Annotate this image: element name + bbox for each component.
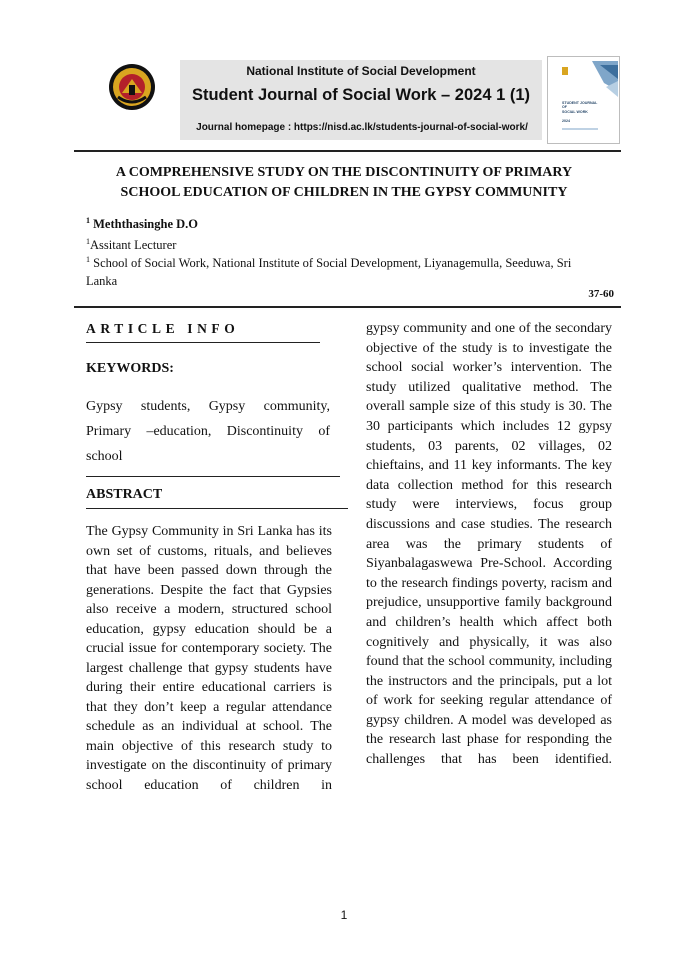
journal-cover-thumbnail [547, 56, 620, 144]
abstract-continuation: gypsy community and one of the secondary objective of the study is to investigate the school social worker’s intervention. The study utilized qualitative method. The overall sample size of this study is 30. The 30 participants which includes 12 gypsy students, 03 parents, 02 villages, 02 chieftains, and 11 key informants. The key data collection method for this research study were interviews, focus group discussions and case studies. The research area was the primary students of Siyanbalagaswewa Pre-School. According to the research findings poverty, racism and prejudice, unsupportive family background and children’s health which affect both cognitively and physically, it was also found that the school community, including the instructors and the principals, put a lot of work for seeking regular attendance of gypsy children. A model was developed as the research last phase for responding the challenges that has been identified. [366, 321, 612, 768]
cover-title-line: OF [562, 105, 567, 110]
paper-title-line: A COMPREHENSIVE STUDY ON THE DISCONTINUITY OF PRIMARY [115, 165, 573, 180]
affiliation-superscript: 1 [86, 255, 90, 264]
paper-title [80, 163, 608, 203]
paper-title-line: SCHOOL EDUCATION OF CHILDREN IN THE GYPSY COMMUNITY [120, 185, 568, 200]
page-range: 37-60 [588, 288, 614, 300]
affiliation-superscript: 1 [86, 237, 90, 246]
cover-title-line: STUDENT JOURNAL [562, 101, 598, 105]
keywords-text: Gypsy students, Gypsy community, Primary –education, Discontinuity of school [86, 399, 330, 464]
journal-title: Student Journal of Social Work – 2024 1 (1) [191, 86, 531, 104]
abstract-heading: ABSTRACT [86, 487, 163, 502]
affiliation-text: Assitant Lecturer [90, 238, 177, 253]
keywords-heading: KEYWORDS: [86, 361, 174, 376]
institute-name: National Institute of Social Development [246, 64, 476, 78]
abstract-underline [86, 508, 348, 509]
abstract-text: The Gypsy Community in Sri Lanka has its own set of customs, rituals, and believes that have been passed down through the generations. Despite the fact that Gypsies also receive a modern, structured school education, gypsy education should be a crucial issue for contemporary society. The largest challenge that gypsy students have during their entire educational carriers is that they don’t keep a regular attendance schedule as an individual at school. The main objective of this research study to investigate on the discontinuity of primary school education of children in [86, 524, 332, 793]
page-number: 1 [340, 908, 348, 922]
affiliation-institution [86, 251, 596, 290]
institute-logo [108, 63, 156, 111]
author-superscript: 1 [86, 216, 90, 225]
header-divider [74, 150, 621, 152]
keywords-divider [86, 476, 340, 477]
article-info-heading: ARTICLE INFO [86, 321, 240, 336]
cover-title-line: SOCIAL WORK [562, 109, 588, 114]
cover-year: 2024 [562, 119, 570, 123]
title-divider [74, 306, 621, 308]
article-info-underline [86, 342, 320, 343]
journal-homepage: Journal homepage : https://nisd.ac.lk/students-journal-of-social-work/ [196, 122, 528, 133]
author-text: Meththasinghe D.O [93, 217, 198, 232]
affiliation-text: School of Social Work, National Institute of Social Development, Liyanagemulla, Seeduwa, Sri Lanka [86, 256, 572, 289]
cover-title [562, 101, 617, 114]
author-name [86, 216, 198, 232]
